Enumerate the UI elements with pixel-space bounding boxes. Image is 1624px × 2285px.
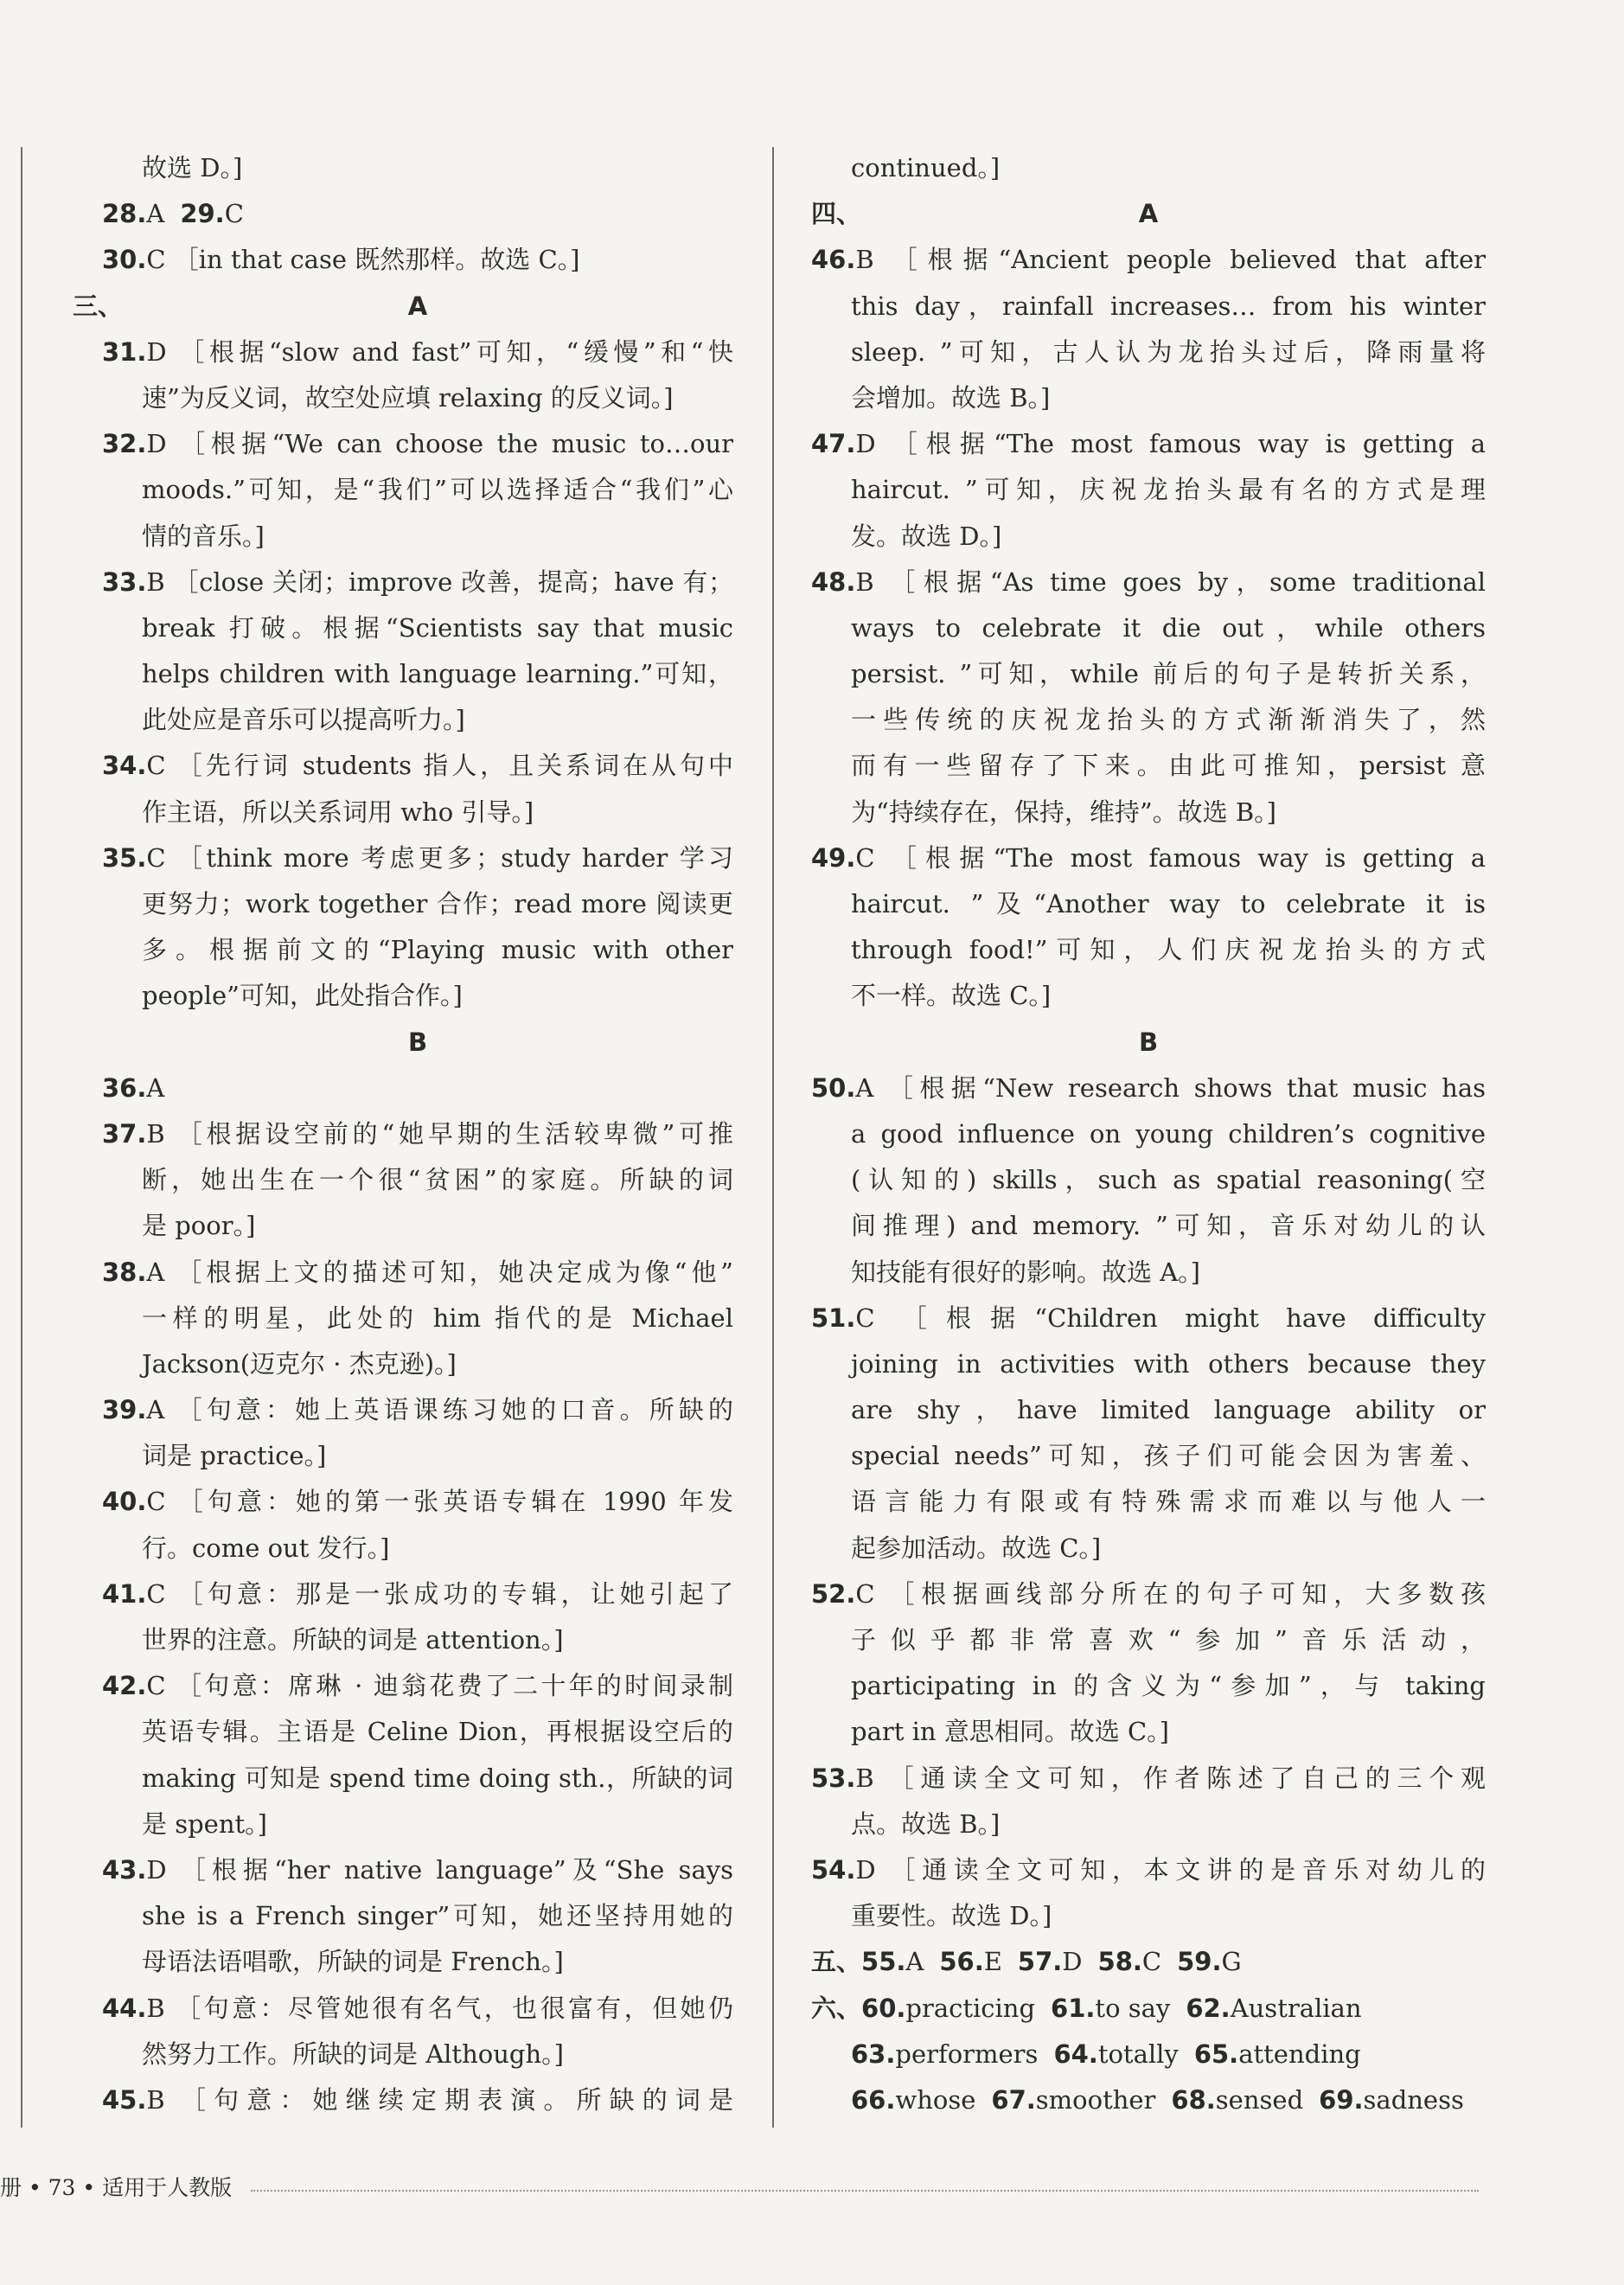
answer-line: 33.B ［close 关闭；improve 改善，提高；have 有； xyxy=(102,566,733,597)
answer-line: 速”为反义词，故空处应填 relaxing 的反义词。] xyxy=(142,382,674,413)
answer-line: 世界的注意。所缺的词是 attention。] xyxy=(142,1625,564,1655)
answer-line: sleep. ”可知，古人认为龙抬头过后，降雨量将 xyxy=(851,336,1486,367)
item-number: 58. xyxy=(1097,1947,1142,1977)
answer-line: persist. ”可知，while 前后的句子是转折关系， xyxy=(851,659,1486,689)
answer-line: special needs”可知，孩子们可能会因为害羞、 xyxy=(851,1441,1486,1471)
item-number: 47. xyxy=(811,429,856,459)
answer-line: haircut. ”可知，庆祝龙抬头最有名的方式是理 xyxy=(851,475,1486,505)
answer-line: 故选 D。] xyxy=(142,153,243,182)
answer-line: 为“持续存在，保持，维持”。故选 B。] xyxy=(851,797,1276,827)
left-margin-rule xyxy=(21,147,22,2128)
item-number: 67. xyxy=(991,2084,1036,2115)
footer-dotted-rule xyxy=(251,2190,1479,2192)
answer-line: participating in 的含义为“参加”，与 taking xyxy=(851,1671,1486,1701)
item-number: 30. xyxy=(102,245,147,275)
item-number: 68. xyxy=(1171,2084,1216,2115)
answer-line: 断，她出生在一个很“贫困”的家庭。所缺的词 xyxy=(142,1165,733,1195)
answer-line: 不一样。故选 C。] xyxy=(851,981,1052,1011)
item-number: 61. xyxy=(1051,1993,1096,2023)
answer-line: this day，rainfall increases… from his winter xyxy=(851,291,1486,321)
answer-line: joining in activities with others because they xyxy=(851,1348,1486,1379)
item-number: 48. xyxy=(811,566,856,597)
item-number: 29. xyxy=(180,199,225,229)
answer-line: 英语专辑。主语是 Celine Dion，再根据设空后的 xyxy=(142,1717,733,1747)
section-heading: B xyxy=(407,1027,428,1057)
footer-text: 册 • 73 • 适用于人教版 xyxy=(0,2175,233,2200)
item-number: 50. xyxy=(811,1072,856,1103)
answer-line: 六、60.practicing 61.to say 62.Australian xyxy=(811,1993,1362,2023)
item-number: 60. xyxy=(861,1993,906,2023)
answer-line: helps children with language learning.”可知， xyxy=(142,659,733,689)
answer-line: 会增加。故选 B。] xyxy=(851,382,1051,413)
answer-line: 51.C ［根据“Children might have difficulty xyxy=(811,1303,1486,1333)
item-number: 28. xyxy=(102,199,147,229)
item-number: 40. xyxy=(102,1487,147,1517)
answer-line: 发。故选 D。] xyxy=(851,521,1002,551)
answer-line: 39.A ［句意：她上英语课练习她的口音。所缺的 xyxy=(102,1395,733,1425)
item-number: 63. xyxy=(851,2039,896,2069)
answer-line: moods.”可知，是“我们”可以选择适合“我们”心 xyxy=(142,475,733,505)
answer-line: 此处应是音乐可以提高听力。] xyxy=(142,705,465,735)
answer-line: (认知的) skills，such as spatial reasoning(空 xyxy=(851,1165,1486,1195)
answer-line: 41.C ［句意：那是一张成功的专辑，让她引起了 xyxy=(102,1578,733,1609)
item-number: 56. xyxy=(939,1947,984,1977)
item-number: 41. xyxy=(102,1578,147,1609)
item-number: 35. xyxy=(102,842,147,873)
item-number: 37. xyxy=(102,1118,147,1149)
answer-line: 是 spent。] xyxy=(142,1808,267,1839)
answer-line: 31.D ［根据“slow and fast”可知，“缓慢”和“快 xyxy=(102,336,733,367)
item-number: 55. xyxy=(861,1947,906,1977)
answer-line: 37.B ［根据设空前的“她早期的生活较卑微”可推 xyxy=(102,1118,733,1149)
answer-line: 更努力；work together 合作；read more 阅读更 xyxy=(142,889,733,918)
answer-line: 而有一些留存了下来。由此可推知，persist 意 xyxy=(851,751,1486,781)
section-heading: 三、 A xyxy=(102,284,733,330)
answer-line: she is a French singer”可知，她还坚持用她的 xyxy=(142,1901,733,1931)
item-number: 62. xyxy=(1186,1993,1231,2023)
item-number: 42. xyxy=(102,1671,147,1701)
item-number: 49. xyxy=(811,842,856,873)
section-heading: B xyxy=(1138,1027,1159,1057)
item-number: 39. xyxy=(102,1395,147,1425)
section-number: 三、 xyxy=(73,291,124,321)
answer-line: 重要性。故选 D。] xyxy=(851,1901,1052,1931)
answer-line: 63.performers 64.totally 65.attending xyxy=(851,2039,1361,2069)
column-divider xyxy=(772,147,774,2128)
answer-line: part in 意思相同。故选 C。] xyxy=(851,1717,1169,1747)
answer-line: break 打破。根据“Scientists say that music xyxy=(142,612,733,643)
answer-line: 行。come out 发行。] xyxy=(142,1533,390,1563)
answer-line: 45.B ［句意：她继续定期表演。所缺的词是 xyxy=(102,2084,733,2115)
answer-line: 32.D ［根据“We can choose the music to…our xyxy=(102,429,733,459)
page-footer xyxy=(0,2171,1487,2205)
answer-line: 46.B ［根据“Ancient people believed that after xyxy=(811,245,1486,275)
answer-line: 36.A xyxy=(102,1072,165,1103)
answer-line: 五、55.A 56.E 57.D 58.C 59.G xyxy=(811,1947,1242,1977)
answer-line: 语言能力有限或有特殊需求而难以与他人一 xyxy=(851,1487,1486,1517)
answer-line: 多。根据前文的“Playing music with other xyxy=(142,935,733,965)
item-number: 43. xyxy=(102,1854,147,1885)
answer-line: 间推理) and memory. ”可知，音乐对幼儿的认 xyxy=(851,1211,1486,1241)
item-number: 64. xyxy=(1053,2039,1098,2069)
answer-line: through food!”可知，人们庆祝龙抬头的方式 xyxy=(851,935,1486,965)
answer-line: 一些传统的庆祝龙抬头的方式渐渐消失了，然 xyxy=(851,705,1486,735)
answer-line: 43.D ［根据“her native language”及“She says xyxy=(102,1854,733,1885)
section-heading: 四、 A xyxy=(811,191,1486,237)
answer-line: ways to celebrate it die out，while others xyxy=(851,612,1486,643)
answer-line: 是 poor。] xyxy=(142,1211,256,1241)
answer-line: 作主语，所以关系词用 who 引导。] xyxy=(142,797,534,827)
item-number: 46. xyxy=(811,245,856,275)
answer-line: 34.C ［先行词 students 指人，且关系词在从句中 xyxy=(102,751,733,781)
answer-line: 35.C ［think more 考虑更多；study harder 学习 xyxy=(102,842,733,873)
answer-line: 52.C ［根据画线部分所在的句子可知，大多数孩 xyxy=(811,1578,1486,1609)
right-column xyxy=(811,145,1486,2123)
item-number: 51. xyxy=(811,1303,856,1333)
item-number: 44. xyxy=(102,1993,147,2023)
item-number: 33. xyxy=(102,566,147,597)
answer-line: 情的音乐。] xyxy=(142,521,265,551)
item-number: 32. xyxy=(102,429,147,459)
answer-line: 40.C ［句意：她的第一张英语专辑在 1990 年发 xyxy=(102,1487,733,1517)
answer-line: 母语法语唱歌，所缺的词是 French。] xyxy=(142,1947,564,1977)
item-number: 45. xyxy=(102,2084,147,2115)
answer-line: 一样的明星，此处的 him 指代的是 Michael xyxy=(142,1303,733,1333)
answer-line: 53.B ［通读全文可知，作者陈述了自己的三个观 xyxy=(811,1763,1486,1793)
answer-line: Jackson(迈克尔 · 杰克逊)。] xyxy=(142,1348,457,1379)
item-number: 52. xyxy=(811,1578,856,1609)
answer-line: 知技能有很好的影响。故选 A。] xyxy=(851,1257,1200,1287)
answer-line: 48.B ［根据“As time goes by，some traditional xyxy=(811,566,1486,597)
item-number: 66. xyxy=(851,2084,896,2115)
answer-line: 词是 practice。] xyxy=(142,1441,327,1471)
answer-line: are shy，have limited language ability or xyxy=(851,1395,1486,1425)
item-number: 54. xyxy=(811,1854,856,1885)
answer-line: 44.B ［句意：尽管她很有名气，也很富有，但她仍 xyxy=(102,1993,733,2023)
answer-line: making 可知是 spend time doing sth.，所缺的词 xyxy=(142,1763,733,1793)
answer-line: 66.whose 67.smoother 68.sensed 69.sadness xyxy=(851,2084,1464,2115)
answer-line: people”可知，此处指合作。] xyxy=(142,981,463,1011)
item-number: 34. xyxy=(102,751,147,781)
answer-line: 子似乎都非常喜欢“参加”音乐活动， xyxy=(851,1625,1486,1655)
item-number: 69. xyxy=(1319,2084,1364,2115)
item-number: 31. xyxy=(102,336,147,367)
answer-line: 54.D ［通读全文可知，本文讲的是音乐对幼儿的 xyxy=(811,1854,1486,1885)
answer-line: 30.C ［in that case 既然那样。故选 C。] xyxy=(102,245,580,275)
item-number: 57. xyxy=(1017,1947,1063,1977)
answer-line: 49.C ［根据“The most famous way is getting a xyxy=(811,842,1486,873)
answer-line: 47.D ［根据“The most famous way is getting a xyxy=(811,429,1486,459)
answer-line: 38.A ［根据上文的描述可知，她决定成为像“他” xyxy=(102,1257,733,1287)
item-number: 38. xyxy=(102,1257,147,1287)
answer-line: a good influence on young children’s cognitive xyxy=(851,1118,1486,1149)
left-column xyxy=(73,145,733,2123)
section-number: 六、 xyxy=(811,1993,862,2023)
answer-line: 28.A 29.C xyxy=(102,199,244,229)
answer-line: haircut. ”及“Another way to celebrate it is xyxy=(851,889,1486,918)
item-number: 65. xyxy=(1193,2039,1239,2069)
item-number: 36. xyxy=(102,1072,147,1103)
answer-line: 点。故选 B。] xyxy=(851,1808,1001,1839)
item-number: 59. xyxy=(1177,1947,1222,1977)
section-number: 四、 xyxy=(811,199,862,229)
answer-line: 然努力工作。所缺的词是 Although。] xyxy=(142,2039,564,2069)
answer-line: continued。] xyxy=(851,153,1001,182)
section-number: 五、 xyxy=(811,1947,862,1977)
item-number: 53. xyxy=(811,1763,856,1793)
answer-line: 42.C ［句意：席琳 · 迪翁花费了二十年的时间录制 xyxy=(102,1671,733,1701)
answer-line: 起参加活动。故选 C。] xyxy=(851,1533,1102,1563)
answer-line: 50.A ［根据“New research shows that music has xyxy=(811,1072,1486,1103)
